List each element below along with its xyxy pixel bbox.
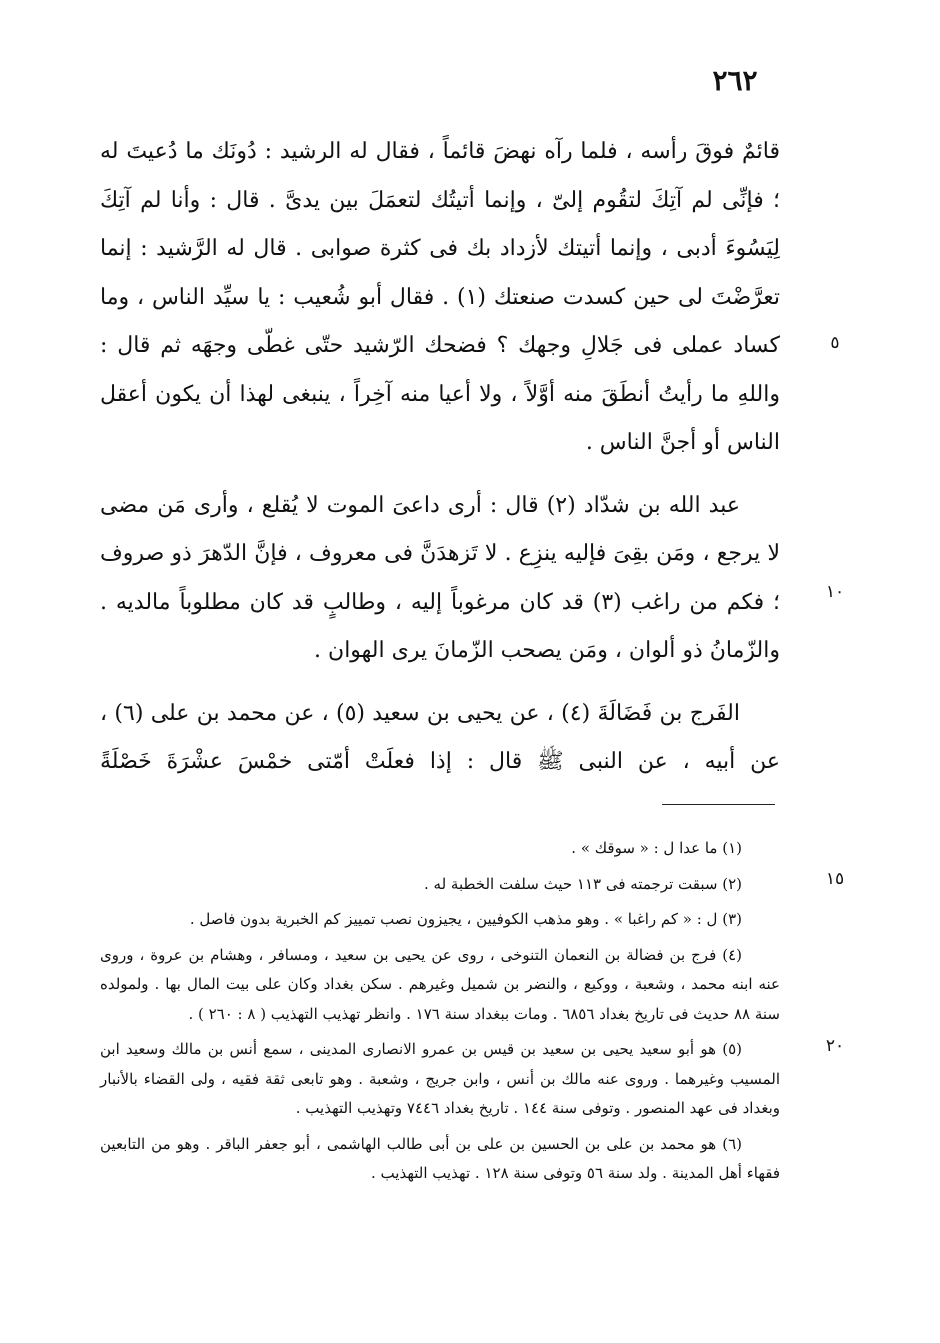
footnote-1: (١) ما عدا ل : « سوقك » . bbox=[571, 839, 742, 857]
line-number-15: ١٥ bbox=[825, 869, 845, 889]
main-text bbox=[100, 128, 780, 801]
footnote-separator bbox=[662, 804, 775, 805]
paragraph-faraj-ibn-fadala: الفَرج بن فَضَالَةَ (٤) ، عن يحيى بن سعيد (٥) ، عن محمد بن على (٦) ، عن أبيه ، عن النبى ﷺ قال : إذا فعلَتْ أمّتى خمْسَ عشْرَةَ خَصْلَةً bbox=[100, 700, 781, 774]
footnote-2: (٢) سبقت ترجمته فى ١١٣ حيث سلفت الخطبة له . bbox=[424, 874, 742, 893]
footnote-4: (٤) فرج بن فضالة بن النعمان التنوخى ، روى عن يحيى بن سعيد ، ومسافر ، وهشام بن عروة ، وروى عنه ابنه محمد ، وشعبة ، ووكيع ، والنضر بن شميل وغيرهم . سكن بغداد وكان على بيت المال بها . ولمولده سنة ٨٨ حديث فى تاريخ بغداد ٦٨٥٦ . ومات ببغداد سنة ١٧٦ . وانظر تهذيب التهذيب ( ٨ : ٢٦٠ ) . bbox=[100, 945, 780, 1023]
paragraph-abdullah-ibn-shaddad: عبد الله بن شدّاد (٢) قال : أرى داعىَ الموت لا يُقلع ، وأرى مَن مضى لا يرجع ، ومَن بقِىَ فإليه ينزِع . لا تَزهدَنَّ فى معروف ، فإنَّ الدّهرَ ذو صروف ؛ فكم من راغب (٣) قد كان مرغوباً إليه ، وطالبٍ قد كان مطلوباً مالديه . والزّمانُ ذو ألوان ، ومَن يصحب الزّمانَ يرى الهوان . bbox=[100, 492, 781, 663]
page-number: ٢٦٢ bbox=[712, 64, 758, 97]
line-number-5: ٥ bbox=[830, 333, 840, 353]
paragraph-abu-shuaib-story: قائمٌ فوقَ رأسه ، فلما رآه نهضَ قائماً ، فقال له الرشيد : دُونَك ما دُعيتَ له ؛ فإنِّى لم آتِكَ لتقُوم إلىّ ، وإنما أتيتُك لتعمَلَ بين يدىَّ . قال : وأنا لم آتِكَ لِيَسُوءَ أدبى ، وإنما أتيتك لأزداد بك فى كثرة صوابى . قال له الرَّشيد : إنما تعرَّضْتَ لى حين كسدت صنعتك (١) . فقال أبو شُعيب : يا سيِّد الناس ، وما كساد عملى فى جَلالِ وجهك ؟ فضحك الرّشيد حتّى غطّى وجهَه ثم قال : واللهِ ما رأيتُ أنطَقَ منه أوَّلاً ، ولا أعيا منه آخِراً ، ينبغى لهذا أن يكون أعقل الناس أو أجنَّ الناس . bbox=[100, 139, 781, 455]
footnote-3: (٣) ل : « كم راغبا » . وهو مذهب الكوفيين ، يجيزون نصب تمييز كم الخبرية بدون فاصل . bbox=[189, 910, 742, 928]
line-number-10: ١٠ bbox=[825, 582, 845, 602]
footnote-5: (٥) هو أبو سعيد يحيى بن سعيد بن قيس بن عمرو الانصارى المدينى ، سمع أنس بن مالك وسعيد ابن المسيب وغيرهما . وروى عنه مالك بن أنس ، وابن جريج ، وشعبة . وهو تابعى ثقة فقيه ، ولى القضاء بالأنبار وبغداد فى عهد المنصور . وتوفى سنة ١٤٤ . تاريخ بغداد ٧٤٤٦ وتهذيب التهذيب . bbox=[100, 1040, 780, 1117]
footnote-6: (٦) هو محمد بن على بن الحسين بن على بن أبى طالب الهاشمى ، أبو جعفر الباقر . وهو من التابعين فقهاء أهل المدينة . ولد سنة ٥٦ وتوفى سنة ١٢٨ . تهذيب التهذيب . bbox=[100, 1134, 780, 1182]
footnotes bbox=[100, 834, 780, 1195]
line-number-20: ٢٠ bbox=[825, 1036, 845, 1056]
